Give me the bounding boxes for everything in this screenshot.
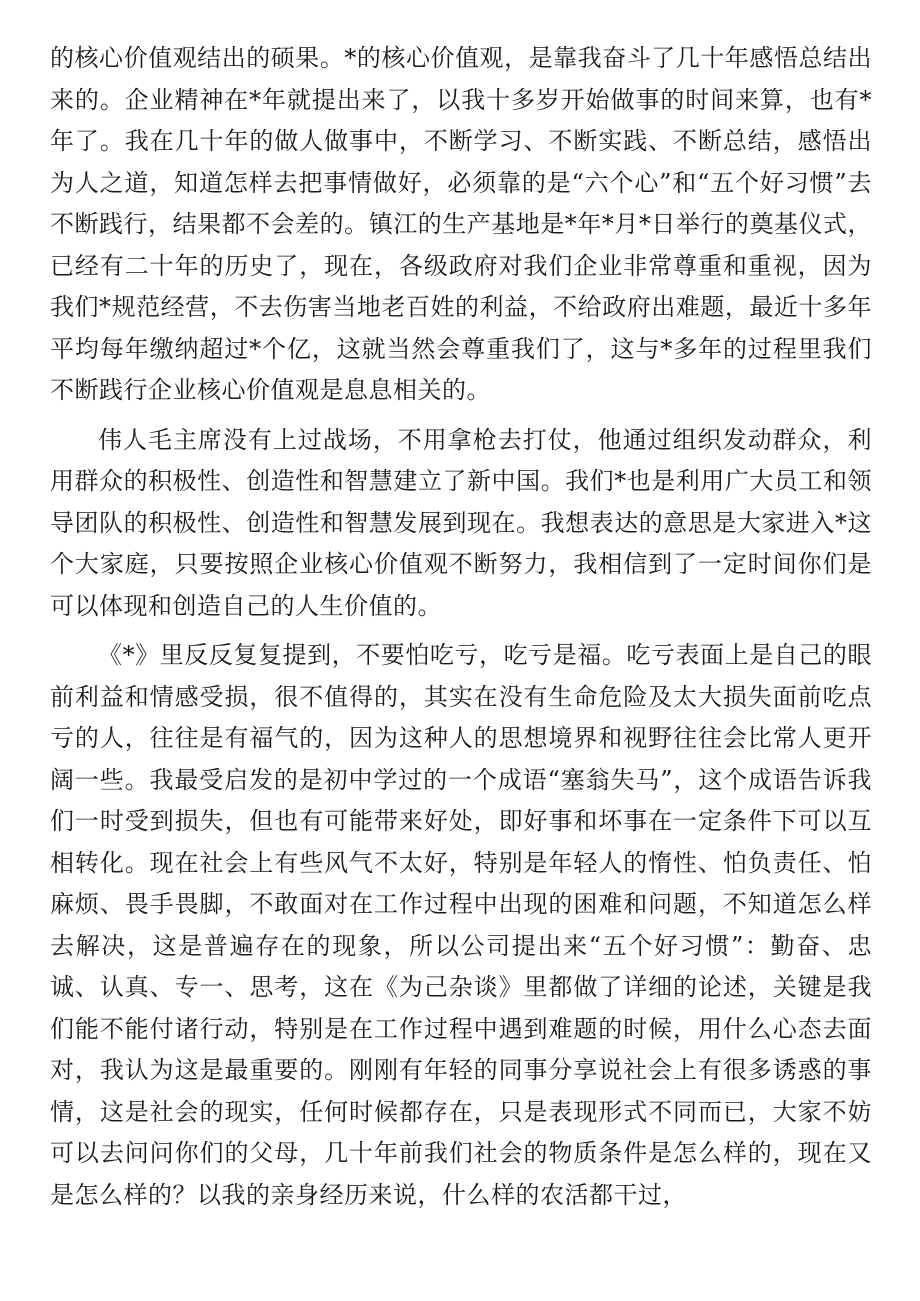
paragraph-continuation: 的核心价值观结出的硕果。*的核心价值观，是靠我奋斗了几十年感悟总结出来的。企业精神在*年就提出来了，以我十多岁开始做事的时间来算，也有*年了。我在几十年的做人做事中，不断学习、不断实践、不断总结，感悟出为人之道，知道怎样去把事情做好，必须靠的是“六个心”和“五个好习惯”去不断践行，结果都不会差的。镇江的生产基地是*年*月*日举行的奠基仪式，已经有二十年的历史了，现在，各级政府对我们企业非常尊重和重视，因为我们*规范经营，不去伤害当地老百姓的利益，不给政府出难题，最近十多年平均每年缴纳超过*个亿，这就当然会尊重我们了，这与*多年的过程里我们不断践行企业核心价值观是息息相关的。 — [50, 44, 872, 404]
paragraph-chairman-mao: 伟人毛主席没有上过战场，不用拿枪去打仗，他通过组织发动群众，利用群众的积极性、创造性和智慧建立了新中国。我们*也是利用广大员工和领导团队的积极性、创造性和智慧发展到现在。我想表达的意思是大家进入*这个大家庭，只要按照企业核心价值观不断努力，我相信到了一定时间你们是可以体现和创造自己的人生价值的。 — [50, 425, 872, 620]
document-body — [50, 38, 872, 1216]
paragraph-suffering-loss: 《*》里反反复复提到，不要怕吃亏，吃亏是福。吃亏表面上是自己的眼前利益和情感受损，很不值得的，其实在没有生命危险及太大损失面前吃点亏的人，往往是有福气的，因为这种人的思想境界和视野往往会比常人更开阔一些。我最受启发的是初中学过的一个成语“塞翁失马”，这个成语告诉我们一时受到损失，但也有可能带来好处，即好事和坏事在一定条件下可以互相转化。现在社会上有些风气不太好，特别是年轻人的惰性、怕负责任、怕麻烦、畏手畏脚，不敢面对在工作过程中出现的困难和问题，不知道怎么样去解决，这是普遍存在的现象，所以公司提出来“五个好习惯”：勤奋、忠诚、认真、专一、思考，这在《为己杂谈》里都做了详细的论述，关键是我们能不能付诸行动，特别是在工作过程中遇到难题的时候，用什么心态去面对，我认为这是最重要的。刚刚有年轻的同事分享说社会上有很多诱惑的事情，这是社会的现实，任何时候都存在，只是表现形式不同而已，大家不妨可以去问问你们的父母，几十年前我们社会的物质条件是怎么样的，现在又是怎么样的？以我的亲身经历来说，什么样的农活都干过， — [50, 641, 872, 1209]
